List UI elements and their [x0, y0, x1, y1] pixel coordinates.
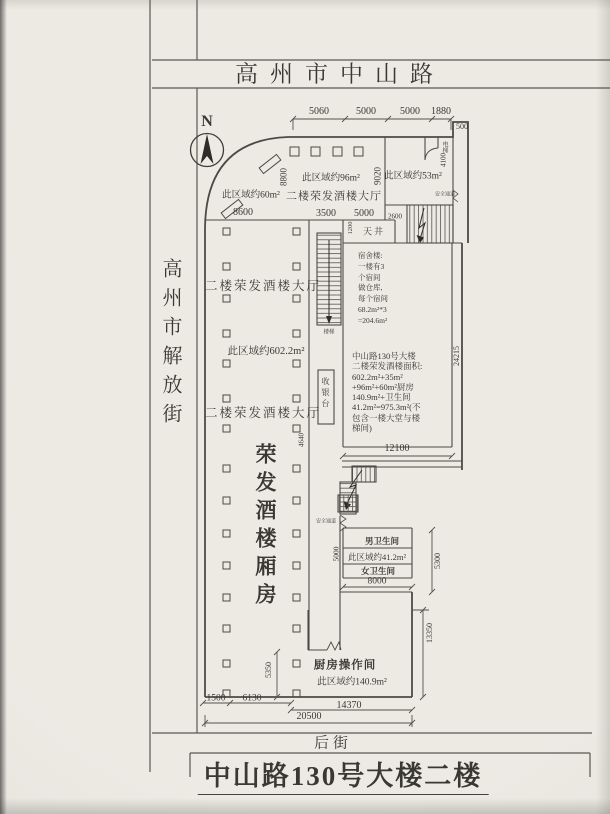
area-note-line: 梯间): [352, 423, 372, 434]
kitchen-label: 厨房操作间: [313, 659, 377, 672]
page-title: 中山路130号大楼二楼: [198, 763, 489, 795]
toilet-area-label: 此区域约41.2m²: [347, 551, 407, 562]
area-note-line: +96m²+60m²厨房: [352, 381, 414, 392]
dorm-note-line: 68.2m²*3: [358, 304, 387, 314]
dorm-note-line: 宿舍楼:: [358, 251, 383, 260]
stair-label: 楼梯: [323, 329, 335, 336]
dim-5300: 5300: [433, 553, 442, 569]
kitchen-area-label: 此区域约140.9m²: [317, 677, 387, 688]
window-squares: [290, 147, 363, 156]
dorm-note-line: 做仓库,: [358, 283, 383, 293]
dim-8800: 8800: [278, 168, 289, 186]
dim-3500: 3500: [316, 208, 336, 219]
cashier-label: 收银台: [321, 377, 330, 410]
lightwell-label: 天井: [362, 226, 386, 237]
dim-5000-c: 5000: [354, 208, 374, 219]
dim-5000-v: 5000: [331, 546, 341, 562]
compass-north-label: N: [201, 113, 213, 130]
dorm-note-line: 个宿间: [358, 272, 381, 282]
dim-5000-b: 5000: [400, 106, 420, 117]
men-toilet-label: 男卫生间: [364, 535, 400, 546]
dim-8600: 8600: [233, 207, 253, 218]
safety-exit-mid-label: 安全通道: [315, 519, 337, 525]
area-note-line: 中山路130号大楼: [352, 351, 416, 361]
dim-500: 500: [456, 122, 468, 131]
street-name-bottom: 后街: [313, 735, 353, 752]
dim-24215: 24215: [452, 346, 461, 366]
dorm-note-line: 一楼有3: [358, 261, 385, 271]
dim-14370: 14370: [336, 700, 362, 711]
area-note-line: 二楼荣发酒楼面积:: [352, 361, 423, 372]
dormitory-note: [358, 251, 388, 327]
area-note-line: 602.2m²+35m²: [352, 371, 403, 382]
dim-4640: 4640: [297, 433, 306, 447]
area-note-line: 包含一楼大堂与楼: [352, 412, 421, 423]
women-toilet-label: 女卫生间: [360, 565, 396, 576]
stair-top-right: [407, 205, 453, 243]
dim-4100: 4100: [439, 153, 448, 167]
dim-12100: 12100: [384, 443, 410, 454]
wing-rooms-label: 荣发酒楼厢房: [253, 443, 277, 611]
dim-8000: 8000: [367, 576, 387, 587]
dim-5000-a: 5000: [356, 106, 376, 117]
dim-5060: 5060: [309, 106, 329, 117]
area-602-label: 此区域约602.2m²: [227, 345, 305, 357]
area-96-label: 此区域约96m²: [302, 173, 360, 184]
dim-1200: 1200: [346, 221, 354, 235]
compass-icon: [191, 134, 224, 167]
dim-20500: 20500: [296, 711, 322, 722]
stair-mid-exit: [338, 495, 358, 512]
dorm-note-line: 每个宿间: [358, 294, 388, 304]
street-name-top: 高州市中山路: [235, 61, 445, 87]
hall-label-mid: 二楼荣发酒楼大厅: [204, 278, 322, 293]
area-60-label: 此区域约60m²: [222, 190, 280, 201]
dim-13350: 13350: [425, 623, 434, 643]
dim-1500: 1500: [206, 693, 226, 704]
dorm-note-line: =204.6m²: [358, 315, 388, 325]
hall-label-low: 二楼荣发酒楼大厅: [204, 405, 322, 420]
elevator-label: 电梯: [441, 141, 447, 153]
dim-9020: 9020: [372, 167, 383, 185]
dim-5350: 5350: [264, 662, 273, 678]
dim-6130: 6130: [242, 693, 262, 704]
dim-2600: 2600: [388, 212, 402, 221]
area-calculation-note: [352, 351, 422, 433]
safety-exit-top-label: 安全通道: [434, 192, 456, 198]
street-name-left: 高州市解放街: [159, 258, 181, 432]
area-note-line: 41.2m²=975.3m²(不: [352, 402, 421, 413]
area-53-label: 此区域约53m²: [384, 171, 442, 182]
area-note-line: 140.9m²+卫生间: [352, 392, 411, 403]
hall-label-top: 二楼荣发酒楼大厅: [286, 190, 382, 203]
dim-1880: 1880: [431, 106, 451, 117]
